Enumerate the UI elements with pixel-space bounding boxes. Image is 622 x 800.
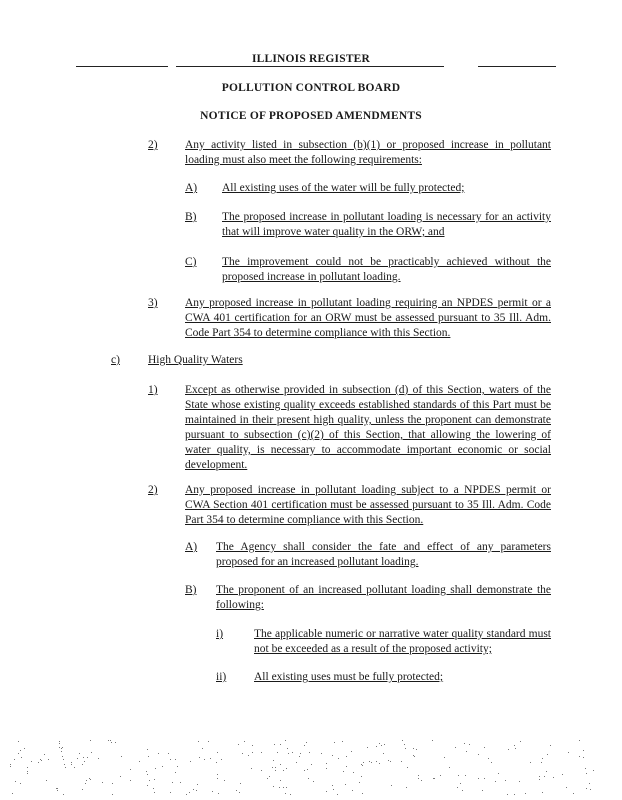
- scan-speck: [224, 780, 225, 781]
- item-label: A): [185, 182, 198, 194]
- scan-speck: [362, 793, 363, 794]
- scan-speck: [180, 782, 181, 783]
- section-heading: High Quality Waters: [148, 354, 243, 366]
- scan-speck: [162, 766, 163, 767]
- scan-speck: [21, 757, 22, 758]
- scan-speck: [65, 767, 66, 768]
- scan-speck: [280, 780, 281, 781]
- scan-speck: [40, 759, 41, 760]
- scan-speck: [84, 761, 85, 762]
- scan-speck: [288, 753, 289, 754]
- scan-speck: [210, 758, 211, 759]
- scan-speck: [390, 761, 391, 762]
- item-text: Any proposed increase in pollutant loading subject to a NPDES permit or CWA Section 401 certification must be assessed pursuant to 35 Ill. Adm. Code Part 354 to determine compliance with this Section.: [185, 484, 551, 526]
- scan-speck: [449, 767, 450, 768]
- scan-speck: [267, 778, 268, 779]
- scan-speck: [62, 747, 63, 748]
- scan-speck: [484, 778, 485, 779]
- scan-speck: [583, 757, 584, 758]
- item-label: 2): [148, 139, 158, 151]
- scan-speck: [110, 740, 111, 741]
- scan-speck: [20, 750, 21, 751]
- scan-speck: [27, 773, 28, 774]
- scan-speck: [544, 776, 545, 777]
- section-label: c): [111, 354, 120, 366]
- scan-speck: [77, 758, 78, 759]
- item-text: All existing uses must be fully protected;: [254, 671, 444, 683]
- scan-speck: [337, 794, 338, 795]
- scan-speck: [41, 760, 42, 761]
- scan-speck: [520, 741, 521, 742]
- scan-speck: [308, 778, 309, 779]
- scan-speck: [272, 767, 273, 768]
- scan-speck: [369, 761, 370, 762]
- scan-speck: [367, 747, 368, 748]
- scan-speck: [48, 759, 49, 760]
- scan-speck: [352, 790, 353, 791]
- scan-speck: [239, 792, 240, 793]
- scan-speck: [283, 770, 284, 771]
- scan-speck: [83, 757, 84, 758]
- item-text: Except as otherwise provided in subsection (d) of this Section, waters of the State whose existing quality exceeds established standards of this Part must be maintained in their present high quality, unless the proponent can demonstrate pursuant to subsection (c)(2) of this Section, that allowing the lowering of water quality, is necessary to accommodate important economic or social development.: [185, 384, 551, 471]
- scan-speck: [304, 745, 305, 746]
- scan-speck: [418, 775, 419, 776]
- scan-speck: [251, 768, 252, 769]
- scan-speck: [285, 740, 286, 741]
- scan-speck: [149, 780, 150, 781]
- scan-speck: [120, 776, 121, 777]
- scan-speck: [345, 784, 346, 785]
- scan-speck: [342, 741, 343, 742]
- scan-speck: [440, 775, 441, 776]
- scan-speck: [275, 767, 276, 768]
- header-rule-center: [176, 66, 444, 67]
- scan-speck: [568, 752, 569, 753]
- scan-speck: [507, 794, 508, 795]
- scan-speck: [383, 753, 384, 754]
- scan-speck: [514, 794, 515, 795]
- scan-speck: [90, 740, 91, 741]
- scan-speck: [252, 745, 253, 746]
- scan-speck: [421, 780, 422, 781]
- scan-speck: [406, 787, 407, 788]
- scan-speck: [147, 785, 148, 786]
- scan-speck: [550, 745, 551, 746]
- scan-speck: [586, 788, 587, 789]
- item-label: ii): [216, 671, 227, 683]
- scan-speck: [586, 773, 587, 774]
- scan-speck: [539, 779, 540, 780]
- scan-speck: [296, 762, 297, 763]
- scan-speck: [216, 762, 217, 763]
- scan-speck: [147, 774, 148, 775]
- scan-speck: [469, 744, 470, 745]
- scan-speck: [63, 794, 64, 795]
- scan-speck: [155, 768, 156, 769]
- scan-speck: [363, 762, 364, 763]
- scan-speck: [170, 792, 171, 793]
- scan-speck: [112, 783, 113, 784]
- scan-speck: [59, 741, 60, 742]
- scan-speck: [381, 745, 382, 746]
- scan-speck: [280, 744, 281, 745]
- scan-speck: [168, 753, 169, 754]
- scan-speck: [208, 741, 209, 742]
- scan-speck: [457, 787, 458, 788]
- scan-speck: [277, 752, 278, 753]
- item-label: 2): [148, 484, 158, 496]
- scan-speck: [59, 743, 60, 744]
- scan-speck: [462, 790, 463, 791]
- scan-speck: [252, 752, 253, 753]
- scan-speck: [287, 748, 288, 749]
- scan-speck: [261, 770, 262, 771]
- scan-speck: [148, 756, 149, 757]
- scan-speck: [59, 747, 60, 748]
- scan-speck: [593, 770, 594, 771]
- scan-speck: [542, 792, 543, 793]
- scan-speck: [546, 771, 547, 772]
- register-title: ILLINOIS REGISTER: [251, 53, 371, 65]
- scan-speck: [460, 783, 461, 784]
- scan-speck: [63, 759, 64, 760]
- scan-speck: [508, 749, 509, 750]
- scan-speck: [202, 748, 203, 749]
- scan-speck: [405, 748, 406, 749]
- scan-speck: [18, 741, 19, 742]
- scan-speck: [221, 759, 222, 760]
- scan-speck: [146, 771, 147, 772]
- scan-speck: [273, 760, 274, 761]
- scan-speck: [24, 748, 25, 749]
- scan-speck: [111, 742, 112, 743]
- item-label: B): [185, 584, 197, 596]
- scan-speck: [418, 778, 419, 779]
- item-text: The proposed increase in pollutant loading is necessary for an activity that will improve water quality in the ORW; and: [222, 211, 551, 238]
- scan-speck: [57, 788, 58, 789]
- scan-speck: [338, 758, 339, 759]
- item-label: A): [185, 541, 198, 553]
- scan-speck: [130, 769, 131, 770]
- scan-speck: [89, 778, 90, 779]
- scan-speck: [589, 783, 590, 784]
- scan-speck: [391, 785, 392, 786]
- scan-speck: [212, 791, 213, 792]
- scan-speck: [82, 789, 83, 790]
- item-text: All existing uses of the water will be fully protected;: [222, 182, 465, 194]
- scan-speck: [466, 751, 467, 752]
- item-text: Any proposed increase in pollutant loading requiring an NPDES permit or a CWA 401 certification for an ORW must be assessed pursuant to 35 Ill. Adm. Code Part 354 to determine compliance with this Section.: [185, 297, 551, 339]
- scan-speck: [488, 758, 489, 759]
- scan-speck: [46, 780, 47, 781]
- header-rule-right: [478, 66, 556, 67]
- scan-speck: [190, 761, 191, 762]
- scan-speck: [371, 762, 372, 763]
- scan-speck: [361, 776, 362, 777]
- scan-speck: [334, 742, 335, 743]
- scan-speck: [139, 761, 140, 762]
- item-label: B): [185, 211, 197, 223]
- scan-speck: [432, 740, 433, 741]
- scan-speck: [14, 759, 15, 760]
- scan-speck: [384, 744, 385, 745]
- scan-speck: [579, 740, 580, 741]
- scan-speck: [351, 751, 352, 752]
- scan-speck: [332, 755, 333, 756]
- scan-speck: [585, 768, 586, 769]
- scan-speck: [217, 752, 218, 753]
- scan-speck: [62, 756, 63, 757]
- item-text: The improvement could not be practicably achieved without the proposed increase in pollutant loading.: [222, 256, 551, 283]
- scan-speck: [283, 787, 284, 788]
- scan-speck: [286, 768, 287, 769]
- scan-speck: [193, 789, 194, 790]
- scan-speck: [478, 778, 479, 779]
- item-label: 1): [148, 384, 158, 396]
- scan-speck: [115, 742, 116, 743]
- scan-speck: [299, 756, 300, 757]
- scan-speck: [285, 793, 286, 794]
- scan-speck: [27, 767, 28, 768]
- scan-speck: [158, 753, 159, 754]
- scan-speck: [313, 781, 314, 782]
- scan-speck: [495, 781, 496, 782]
- scan-speck: [346, 766, 347, 767]
- scan-speck: [539, 776, 540, 777]
- scan-speck: [27, 771, 28, 772]
- scan-speck: [402, 740, 403, 741]
- scan-speck: [269, 776, 270, 777]
- scan-speck: [359, 782, 360, 783]
- scan-speck: [353, 772, 354, 773]
- scan-speck: [326, 768, 327, 769]
- scan-speck: [541, 762, 542, 763]
- scan-speck: [61, 748, 62, 749]
- scan-speck: [175, 772, 176, 773]
- scan-speck: [332, 785, 333, 786]
- scan-speck: [12, 793, 13, 794]
- scan-speck: [57, 790, 58, 791]
- scan-speck: [416, 749, 417, 750]
- scan-speck: [407, 767, 408, 768]
- scan-speck: [326, 763, 327, 764]
- scan-speck: [197, 784, 198, 785]
- scan-speck: [484, 747, 485, 748]
- item-text: The applicable numeric or narrative water quality standard must not be exceeded as a result of the proposed activity;: [254, 628, 551, 655]
- scan-speck: [573, 793, 574, 794]
- scan-speck: [530, 762, 531, 763]
- scan-speck: [172, 782, 173, 783]
- scan-speck: [154, 792, 155, 793]
- scan-speck: [242, 753, 243, 754]
- scan-speck: [218, 793, 219, 794]
- scan-speck: [61, 751, 62, 752]
- scan-speck: [326, 791, 327, 792]
- scan-speck: [175, 759, 176, 760]
- scan-speck: [20, 783, 21, 784]
- scan-speck: [525, 793, 526, 794]
- scan-speck: [71, 764, 72, 765]
- scan-speck: [154, 779, 155, 780]
- scan-speck: [274, 744, 275, 745]
- scan-speck: [376, 761, 377, 762]
- scan-speck: [248, 755, 249, 756]
- scan-speck: [199, 757, 200, 758]
- item-label: C): [185, 256, 197, 268]
- scan-speck: [542, 758, 543, 759]
- scan-speck: [64, 764, 65, 765]
- scan-speck: [388, 760, 389, 761]
- scan-speck: [309, 752, 310, 753]
- scan-speck: [444, 757, 445, 758]
- scan-speck: [31, 761, 32, 762]
- scan-speck: [379, 763, 380, 764]
- scan-speck: [515, 748, 516, 749]
- scan-speck: [189, 792, 190, 793]
- scan-speck: [102, 782, 103, 783]
- scan-speck: [108, 740, 109, 741]
- scan-speck: [236, 790, 237, 791]
- scan-speck: [273, 786, 274, 787]
- scan-speck: [86, 780, 87, 781]
- scan-speck: [286, 787, 287, 788]
- scan-speck: [56, 788, 57, 789]
- scan-speck: [82, 764, 83, 765]
- scan-speck: [10, 764, 11, 765]
- item-text: Any activity listed in subsection (b)(1) or proposed increase in pollutant loading must also meet the following requirements:: [185, 139, 551, 166]
- scan-speck: [198, 741, 199, 742]
- scan-speck: [547, 754, 548, 755]
- scan-speck: [74, 767, 75, 768]
- board-title: POLLUTION CONTROL BOARD: [221, 82, 401, 94]
- notice-title: NOTICE OF PROPOSED AMENDMENTS: [200, 110, 422, 122]
- scan-speck: [343, 771, 344, 772]
- scan-speck: [292, 752, 293, 753]
- scan-speck: [196, 790, 197, 791]
- scan-speck: [519, 781, 520, 782]
- scan-speck: [464, 743, 465, 744]
- scan-speck: [300, 753, 301, 754]
- header-rule-left: [76, 66, 168, 67]
- scan-speck: [170, 759, 171, 760]
- scan-speck: [482, 790, 483, 791]
- scan-speck: [311, 764, 312, 765]
- item-label: i): [216, 628, 224, 640]
- scan-speck: [90, 779, 91, 780]
- scan-speck: [204, 759, 205, 760]
- scan-speck: [153, 788, 154, 789]
- scan-speck: [177, 766, 178, 767]
- scan-speck: [321, 753, 322, 754]
- scan-speck: [280, 764, 281, 765]
- scan-speck: [401, 761, 402, 762]
- scan-speck: [379, 743, 380, 744]
- scan-speck: [562, 774, 563, 775]
- item-label: 3): [148, 297, 158, 309]
- scan-speck: [18, 753, 19, 754]
- scan-speck: [15, 781, 16, 782]
- scan-speck: [404, 744, 405, 745]
- scan-speck: [491, 762, 492, 763]
- scan-speck: [130, 780, 131, 781]
- scan-speck: [79, 753, 80, 754]
- scan-speck: [304, 770, 305, 771]
- scan-speck: [478, 754, 479, 755]
- scan-speck: [413, 748, 414, 749]
- scan-speck: [455, 747, 456, 748]
- scan-speck: [71, 762, 72, 763]
- scan-speck: [87, 757, 88, 758]
- scan-speck: [514, 745, 515, 746]
- scan-speck: [376, 746, 377, 747]
- scan-speck: [498, 773, 499, 774]
- scan-speck: [238, 744, 239, 745]
- scan-speck: [590, 789, 591, 790]
- scan-speck: [414, 756, 415, 757]
- scan-speck: [38, 762, 39, 763]
- scan-speck: [112, 794, 113, 795]
- scan-speck: [362, 765, 363, 766]
- scan-speck: [186, 794, 187, 795]
- scan-speck: [279, 787, 280, 788]
- scan-speck: [433, 778, 434, 779]
- scan-speck: [553, 777, 554, 778]
- scan-speck: [91, 752, 92, 753]
- scan-speck: [240, 783, 241, 784]
- scan-speck: [579, 756, 580, 757]
- scan-speck: [275, 770, 276, 771]
- scan-speck: [566, 787, 567, 788]
- scan-speck: [465, 775, 466, 776]
- scan-speck: [217, 774, 218, 775]
- scan-speck: [98, 758, 99, 759]
- scan-speck: [333, 789, 334, 790]
- scan-speck: [121, 756, 122, 757]
- scan-speck: [261, 752, 262, 753]
- scan-speck: [44, 754, 45, 755]
- scan-speck: [244, 741, 245, 742]
- item-text: The Agency shall consider the fate and effect of any parameters proposed for an increased pollutant loading.: [216, 541, 551, 568]
- scan-speck: [434, 778, 435, 779]
- scan-speck: [346, 756, 347, 757]
- scan-speck: [10, 766, 11, 767]
- scan-speck: [583, 750, 584, 751]
- item-text: The proponent of an increased pollutant loading shall demonstrate the following:: [216, 584, 551, 611]
- scan-speck: [147, 749, 148, 750]
- scan-speck: [217, 778, 218, 779]
- scan-speck: [85, 783, 86, 784]
- scan-speck: [306, 742, 307, 743]
- scan-speck: [290, 794, 291, 795]
- scan-speck: [307, 769, 308, 770]
- scan-speck: [458, 775, 459, 776]
- scan-speck: [505, 780, 506, 781]
